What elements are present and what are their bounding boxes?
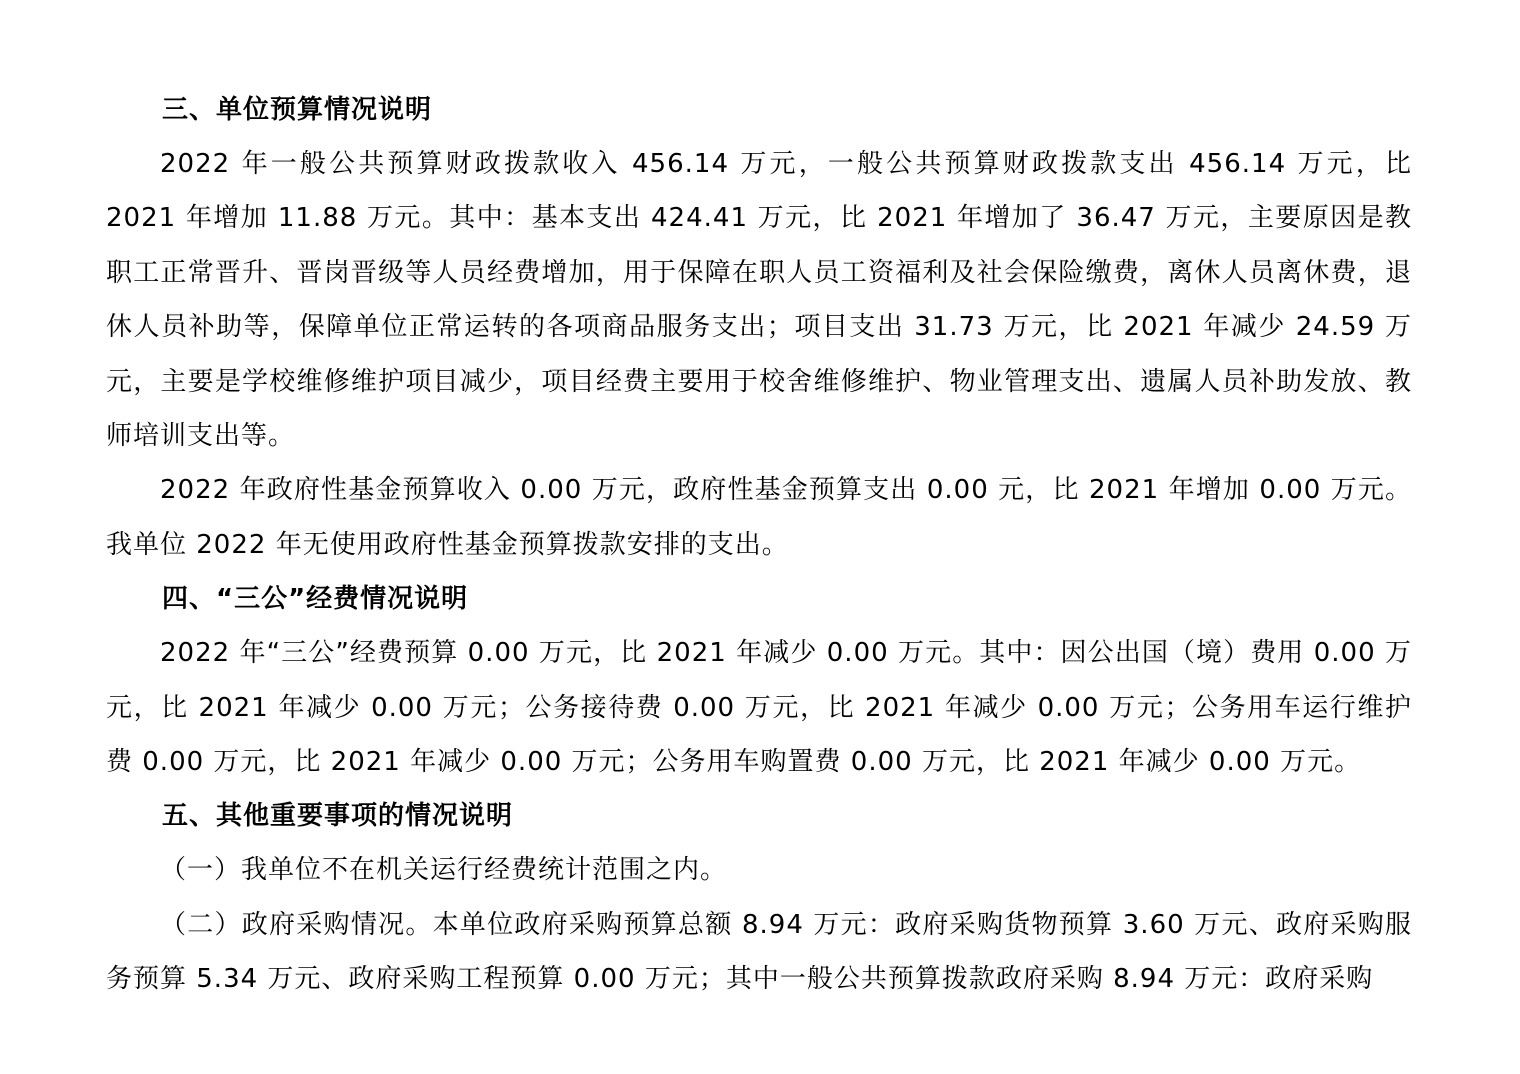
section-heading-other-matters: 五、其他重要事项的情况说明 <box>162 801 514 832</box>
paragraph-general-budget: 2022 年一般公共预算财政拨款收入 456.14 万元，一般公共预算财政拨款支出 456.14 万元，比 2021 年增加 11.88 万元。其中：基本支出 424.41 万元，比 2021 年增加了 36.47 万元，主要原因是教职工正常晋升、晋岗晋级等人员经费增加，用于保障在职人员工资福利及社会保险缴费，离休人员离休费，退休人员补助等，保障单位正常运转的各项商品服务支出；项目支出 31.73 万元，比 2021 年减少 24.59 万元，主要是学校维修维护项目减少，项目经费主要用于校舍维修维护、物业管理支出、遗属人员补助发放、教师培训支出等。 <box>106 149 1412 452</box>
paragraph-government-fund: 2022 年政府性基金预算收入 0.00 万元，政府性基金预算支出 0.00 元，比 2021 年增加 0.00 万元。我单位 2022 年无使用政府性基金预算拨款安排的支出。 <box>106 475 1412 560</box>
section-heading-three-public-expenses: 四、“三公”经费情况说明 <box>162 584 469 615</box>
section-heading-unit-budget: 三、单位预算情况说明 <box>162 95 433 125</box>
paragraph-three-public-expenses: 2022 年“三公”经费预算 0.00 万元，比 2021 年减少 0.00 万元。其中：因公出国（境）费用 0.00 万元，比 2021 年减少 0.00 万元；公务接待费 0.00 万元，比 2021 年减少 0.00 万元；公务用车运行维护费 0.00 万元，比 2021 年减少 0.00 万元；公务用车购置费 0.00 万元，比 2021 年减少 0.00 万元。 <box>106 638 1412 778</box>
list-item-operating-funds: （一）我单位不在机关运行经费统计范围之内。 <box>160 855 728 886</box>
list-item-procurement: （二）政府采购情况。本单位政府采购预算总额 8.94 万元：政府采购货物预算 3.60 万元、政府采购服务预算 5.34 万元、政府采购工程预算 0.00 万元；其中一般公共预算拨款政府采购 8.94 万元：政府采购 <box>106 909 1412 995</box>
